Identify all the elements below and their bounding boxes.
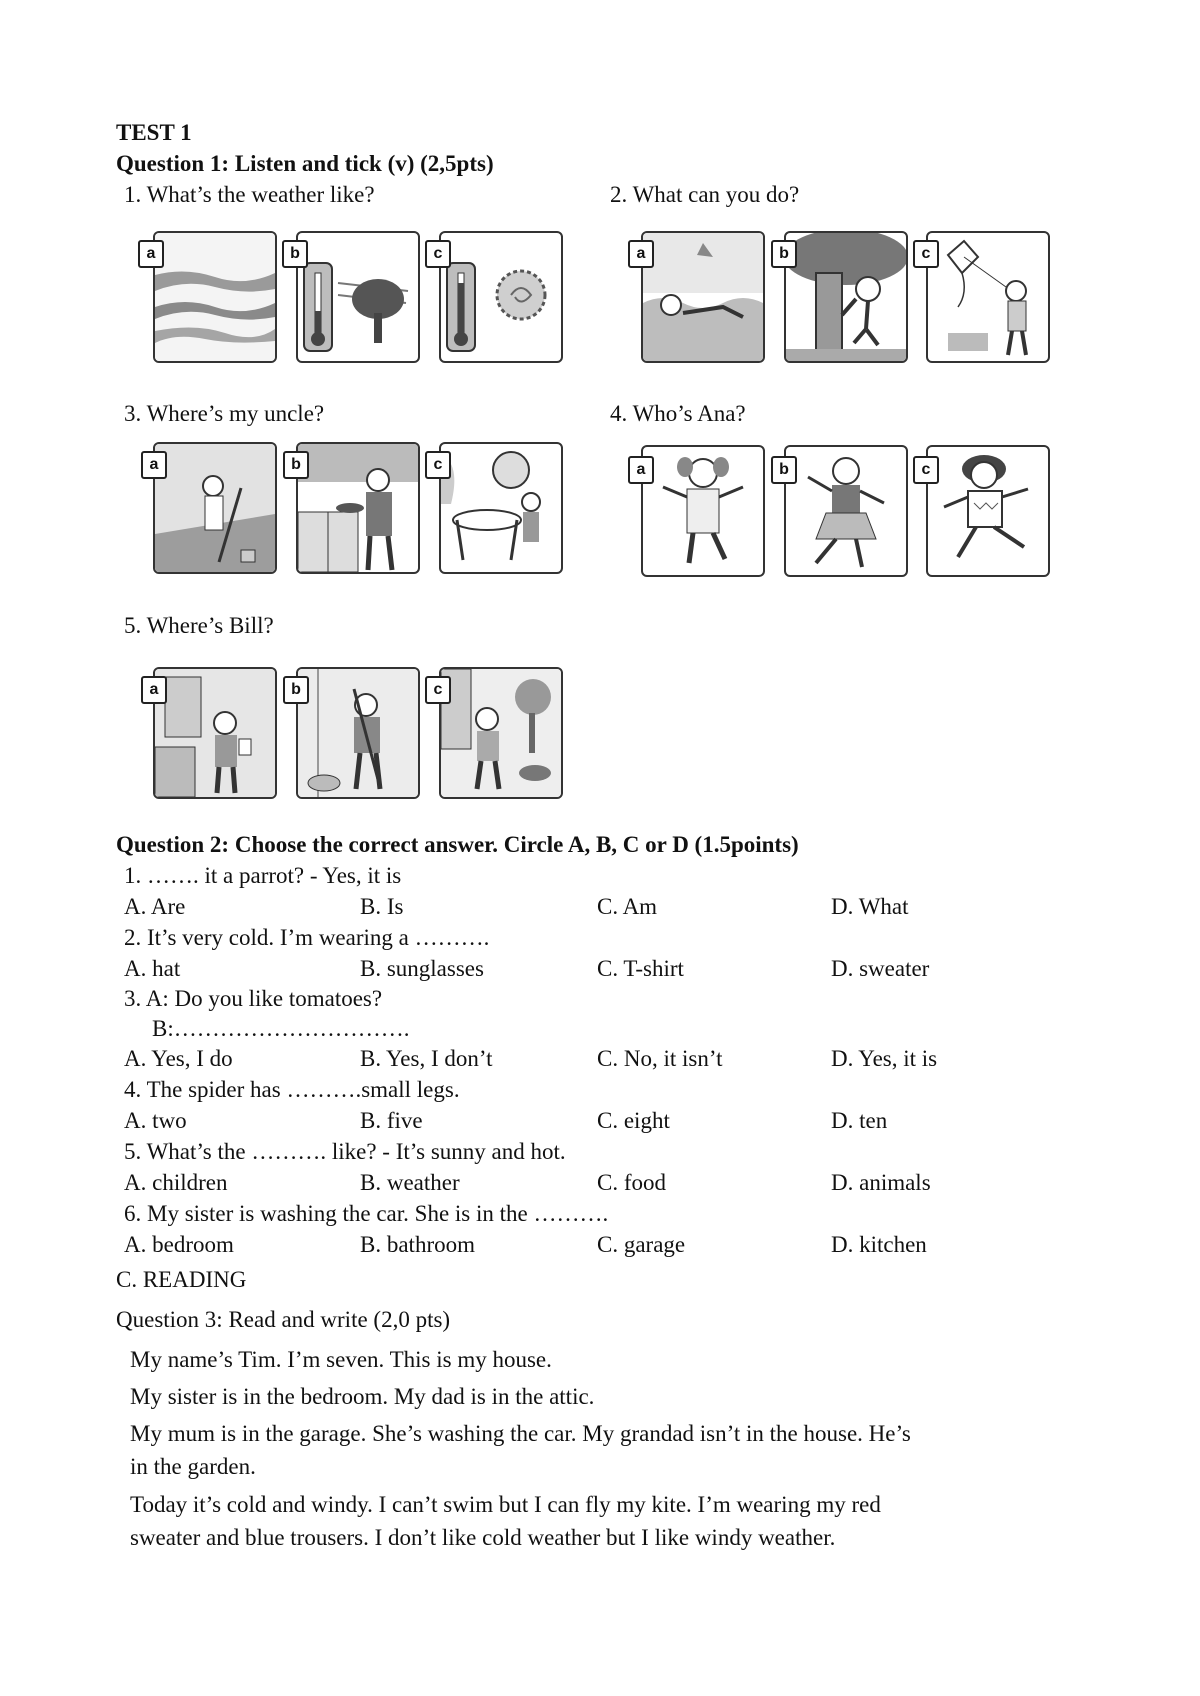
q2-question-1-stem: 1. ……. it a parrot? - Yes, it is — [124, 863, 402, 888]
q2-question-2-option-a[interactable]: A. hat — [124, 956, 181, 981]
q2-question-2-option-d[interactable]: D. sweater — [831, 956, 930, 981]
q2-question-1-option-d[interactable]: D. What — [831, 894, 909, 919]
q1-item-2-option-a[interactable] — [641, 231, 765, 363]
mopping-floor-icon — [155, 444, 275, 572]
q1-item-1-option-b[interactable] — [296, 231, 420, 363]
q2-question-3-answer-line: B:…………………………. — [152, 1016, 410, 1041]
passage-line: in the garden. — [130, 1454, 256, 1479]
q1-item-2-option-b[interactable] — [784, 231, 908, 363]
q2-question-5-option-d[interactable]: D. animals — [831, 1170, 931, 1195]
option-label: c — [913, 240, 939, 268]
q2-question-6-stem: 6. My sister is washing the car. She is in the ………. — [124, 1201, 609, 1226]
q2-question-4-stem: 4. The spider has ……….small legs. — [124, 1077, 460, 1102]
q1-item-4-option-a[interactable] — [641, 445, 765, 577]
q1-item-1-option-c[interactable] — [439, 231, 563, 363]
option-label: c — [425, 676, 451, 704]
q2-question-6-option-a[interactable]: A. bedroom — [124, 1232, 234, 1257]
option-label: a — [628, 456, 654, 484]
girl-skirt-icon — [786, 447, 906, 575]
option-label: b — [771, 456, 797, 484]
q2-question-5-option-c[interactable]: C. food — [597, 1170, 666, 1195]
option-label: b — [282, 240, 308, 268]
dining-room-icon — [441, 444, 561, 572]
q1-item-1-option-a[interactable] — [153, 231, 277, 363]
q1-item-3-option-b[interactable] — [296, 442, 420, 574]
option-label: c — [425, 451, 451, 479]
q1-item-3-option-c[interactable] — [439, 442, 563, 574]
passage-line: My mum is in the garage. She’s washing the car. My grandad isn’t in the house. He’s — [130, 1421, 911, 1446]
option-label: b — [283, 676, 309, 704]
climbing-tree-icon — [786, 233, 906, 361]
option-label: a — [141, 451, 167, 479]
option-label: c — [913, 456, 939, 484]
q1-item-4-option-b[interactable] — [784, 445, 908, 577]
q2-question-4-option-d[interactable]: D. ten — [831, 1108, 888, 1133]
sweeping-boy-icon — [298, 669, 418, 797]
q2-question-2-option-c[interactable]: C. T-shirt — [597, 956, 684, 981]
q2-question-1-option-b[interactable]: B. Is — [360, 894, 404, 919]
q1-item-5-option-c[interactable] — [439, 667, 563, 799]
q1-item-4-option-c[interactable] — [926, 445, 1050, 577]
thermometer-wind-tree-icon — [298, 233, 418, 361]
q1-item-2-option-c[interactable] — [926, 231, 1050, 363]
q2-question-3-option-d[interactable]: D. Yes, it is — [831, 1046, 938, 1071]
swimming-child-icon — [643, 233, 763, 361]
test-title: TEST 1 — [116, 120, 192, 145]
q2-question-1-option-a[interactable]: A. Are — [124, 894, 186, 919]
thermometer-sun-icon — [441, 233, 561, 361]
q1-item-3-option-a[interactable] — [153, 442, 277, 574]
q2-question-3-option-a[interactable]: A. Yes, I do — [124, 1046, 233, 1071]
question-2-heading: Question 2: Choose the correct answer. Circle A, B, C or D (1.5points) — [116, 832, 799, 857]
clouds-icon — [155, 233, 275, 361]
q1-item-1-prompt: 1. What’s the weather like? — [124, 182, 375, 207]
q2-question-4-option-b[interactable]: B. five — [360, 1108, 423, 1133]
question-1-heading: Question 1: Listen and tick (v) (2,5pts) — [116, 151, 494, 176]
q2-question-5-option-a[interactable]: A. children — [124, 1170, 228, 1195]
flying-kite-icon — [928, 233, 1048, 361]
q2-question-6-option-b[interactable]: B. bathroom — [360, 1232, 475, 1257]
q2-question-2-option-b[interactable]: B. sunglasses — [360, 956, 484, 981]
option-label: b — [283, 451, 309, 479]
passage-line: My sister is in the bedroom. My dad is in the attic. — [130, 1384, 595, 1409]
q2-question-6-option-c[interactable]: C. garage — [597, 1232, 686, 1257]
q2-question-4-option-a[interactable]: A. two — [124, 1108, 187, 1133]
girl-sweater-icon — [928, 447, 1048, 575]
girl-pigtails-icon — [643, 447, 763, 575]
q1-item-5-option-a[interactable] — [153, 667, 277, 799]
q1-item-3-prompt: 3. Where’s my uncle? — [124, 401, 325, 426]
question-3-heading: Question 3: Read and write (2,0 pts) — [116, 1307, 451, 1332]
option-label: c — [425, 240, 451, 268]
q1-item-2-prompt: 2. What can you do? — [610, 182, 800, 207]
q2-question-4-option-c[interactable]: C. eight — [597, 1108, 670, 1133]
passage-line: sweater and blue trousers. I don’t like cold weather but I like windy weather. — [130, 1525, 836, 1550]
option-label: a — [138, 240, 164, 268]
q2-question-3-option-b[interactable]: B. Yes, I don’t — [360, 1046, 493, 1071]
q2-question-5-stem: 5. What’s the ………. like? - It’s sunny and hot. — [124, 1139, 566, 1164]
passage-line: Today it’s cold and windy. I can’t swim but I can fly my kite. I’m wearing my red — [130, 1492, 881, 1517]
option-label: a — [141, 676, 167, 704]
option-label: b — [771, 240, 797, 268]
q2-question-5-option-b[interactable]: B. weather — [360, 1170, 460, 1195]
q2-question-1-option-c[interactable]: C. Am — [597, 894, 658, 919]
q2-question-3-option-c[interactable]: C. No, it isn’t — [597, 1046, 723, 1071]
q1-item-5-option-b[interactable] — [296, 667, 420, 799]
q1-item-4-prompt: 4. Who’s Ana? — [610, 401, 746, 426]
cooking-kitchen-icon — [298, 444, 418, 572]
q2-question-3-stem: 3. A: Do you like tomatoes? — [124, 986, 383, 1011]
q1-item-5-prompt: 5. Where’s Bill? — [124, 613, 274, 638]
q2-question-6-option-d[interactable]: D. kitchen — [831, 1232, 927, 1257]
bathroom-boy-icon — [155, 669, 275, 797]
section-c-heading: C. READING — [116, 1267, 247, 1292]
passage-line: My name’s Tim. I’m seven. This is my house. — [130, 1347, 552, 1372]
option-label: a — [628, 240, 654, 268]
q2-question-2-stem: 2. It’s very cold. I’m wearing a ………. — [124, 925, 490, 950]
garden-boy-icon — [441, 669, 561, 797]
